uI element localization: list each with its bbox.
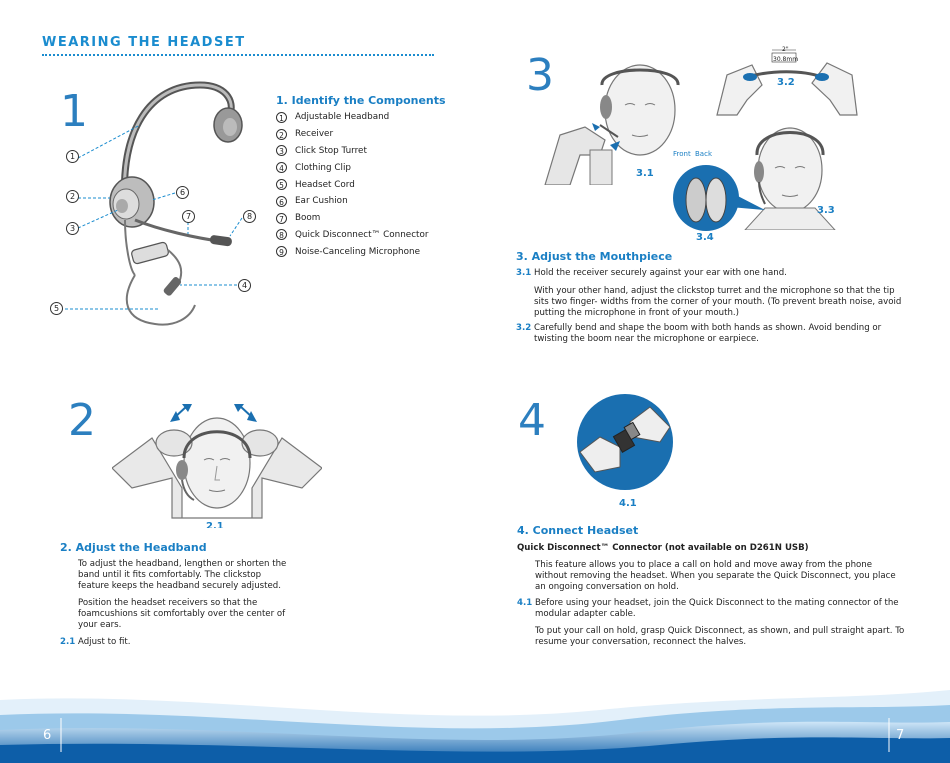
callout-6: 6	[176, 186, 189, 199]
step-number-2: 2	[68, 395, 96, 446]
component-item: 8 Quick Disconnect™ Connector	[276, 227, 429, 244]
step-number-3: 3	[526, 50, 554, 101]
measure-top-label: 2"	[782, 46, 789, 53]
back-label: Back	[695, 150, 712, 158]
page-number-left: 6	[43, 728, 52, 743]
step3-item1-para: With your other hand, adjust the clickstop turret and the microphone so that the tip sits two finger- widths from the corner of your mouth. (To prevent breath noise, avoid putting the microphone in front of your mouth.)	[534, 286, 902, 318]
fig-label-3-4: 3.4	[696, 232, 714, 243]
fig-label-3-1: 3.1	[636, 168, 654, 179]
step3-heading: 3. Adjust the Mouthpiece	[516, 250, 673, 263]
step1-heading: 1. Identify the Components	[276, 94, 446, 107]
step4-subheading: Quick Disconnect™ Connector (not available on D261N USB)	[517, 543, 809, 553]
callout-8: 8	[243, 210, 256, 223]
quick-disconnect-illustration	[575, 392, 675, 492]
components-list	[276, 109, 429, 260]
step3-item1: 3.1 Hold the receiver securely against your ear with one hand.	[516, 268, 787, 278]
component-item: 7 Boom	[276, 210, 429, 227]
measure-label: 30.8mm	[773, 56, 799, 63]
component-item: 6 Ear Cushion	[276, 193, 429, 210]
component-item: 2 Receiver	[276, 126, 429, 143]
component-item: 5 Headset Cord	[276, 176, 429, 193]
step-number-4: 4	[518, 395, 546, 446]
fig-label-3-3: 3.3	[817, 205, 835, 216]
page-number-right: 7	[896, 728, 905, 743]
callout-3: 3	[66, 222, 79, 235]
step2-para2: Position the headset receivers so that the foamcushions sit comfortably over the center of your ears.	[78, 598, 286, 630]
headset-illustration	[40, 70, 270, 340]
step4-item: 4.1 Before using your headset, join the Quick Disconnect to the mating connector of the modular adapter cable.	[517, 598, 899, 619]
fig-label-3-2: 3.2	[777, 77, 795, 88]
fig-label-2-1: 2.1	[206, 521, 224, 528]
front-back-illustration-3-4	[670, 162, 770, 232]
dotted-divider	[42, 54, 434, 56]
component-item: 9 Noise-Canceling Microphone	[276, 243, 429, 260]
front-label: Front	[673, 150, 691, 158]
callout-4: 4	[238, 279, 251, 292]
step2-para1: To adjust the headband, lengthen or shorten the band until it fits comfortably. The clickstop feature keeps the headband securely adjusted.	[78, 559, 287, 591]
callout-7: 7	[182, 210, 195, 223]
step4-para1: This feature allows you to place a call on hold and move away from the phone without removing the headset. When you separate the Quick Disconnect, you place an ongoing conversation on hold.	[535, 560, 896, 592]
step3-item2: 3.2 Carefully bend and shape the boom with both hands as shown. Avoid bending or twisting the boom near the microphone or earpiece.	[516, 323, 882, 344]
component-item: 4 Clothing Clip	[276, 159, 429, 176]
fig-label-4-1: 4.1	[619, 498, 637, 509]
component-item: 3 Click Stop Turret	[276, 143, 429, 160]
step2-heading: 2. Adjust the Headband	[60, 541, 207, 554]
component-item: 1 Adjustable Headband	[276, 109, 429, 126]
step4-heading: 4. Connect Headset	[517, 524, 639, 537]
step4-para2: To put your call on hold, grasp Quick Disconnect, as shown, and pull straight apart. To resume your conversation, reconnect the halves.	[535, 626, 905, 647]
footer-wave-decoration	[0, 680, 950, 763]
section-title: WEARING THE HEADSET	[42, 35, 246, 50]
callout-5: 5	[50, 302, 63, 315]
mouthpiece-illustration-3-1	[540, 55, 690, 185]
headband-adjust-illustration	[112, 398, 322, 528]
step-number-1: 1	[60, 86, 88, 137]
callout-1: 1	[66, 150, 79, 163]
callout-2: 2	[66, 190, 79, 203]
step2-item: 2.1 Adjust to fit.	[60, 637, 131, 647]
